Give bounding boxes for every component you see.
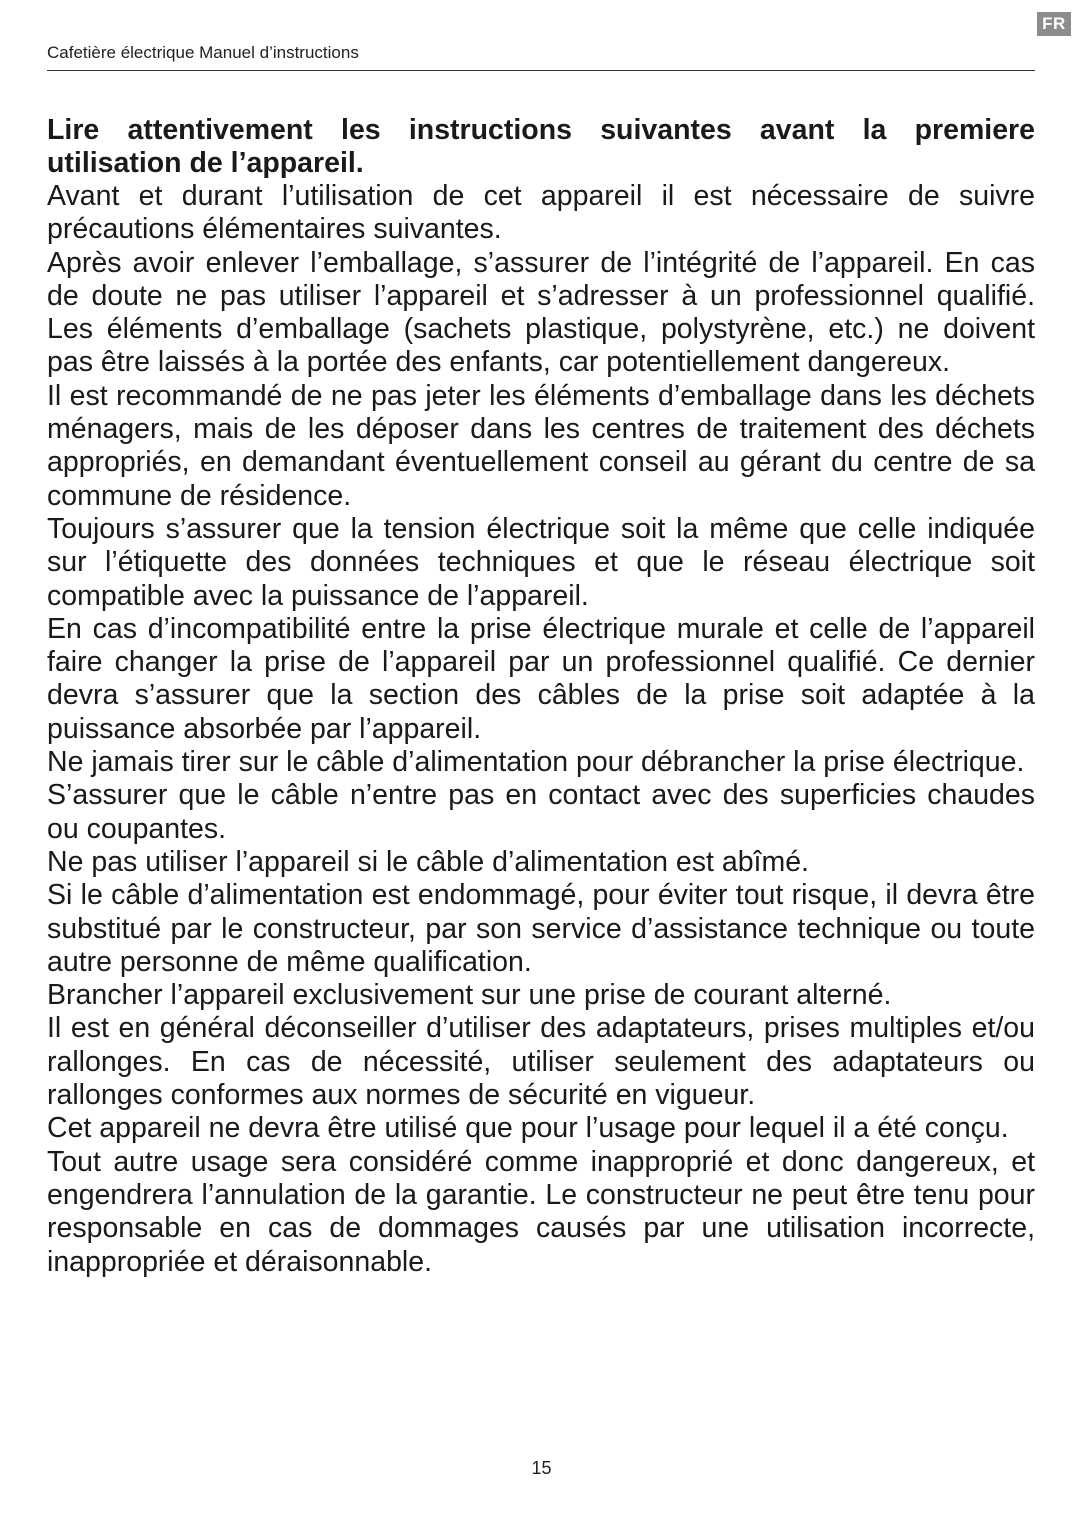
paragraph-11: Il est en général déconseiller d’utiliser des adaptateurs, prises multiples et/ou rallonges. En cas de nécessité, utiliser seulement des adaptateurs ou rallonges conformes aux normes de sécurité en vigueur. [47,1012,1035,1112]
paragraph-7: S’assurer que le câble n’entre pas en contact avec des superficies chaudes ou coupantes. [47,779,1035,845]
manual-title: Cafetière électrique Manuel d’instructions [47,43,359,62]
section-heading: Lire attentivement les instructions suivantes avant la premiere utilisation de l’appareil. [47,114,1035,179]
paragraph-10: Brancher l’appareil exclusivement sur une prise de courant alterné. [47,979,892,1012]
paragraph-13: Tout autre usage sera considéré comme inapproprié et donc dangereux, et engendrera l’annulation de la garantie. Le constructeur ne peut être tenu pour responsable en cas de dommages causés par une utilisation incorrecte, inappropriée et déraisonnable. [47,1145,1035,1278]
paragraph-2: Après avoir enlever l’emballage, s’assurer de l’intégrité de l’appareil. En cas de doute ne pas utiliser l’appareil et s’adresser à un professionnel qualifié. Les éléments d’emballage (sachets plastique, polystyrène, etc.) ne doivent pas être laissés à la portée des enfants, car potentiellement dangereux. [47,246,1035,379]
paragraph-6: Ne jamais tirer sur le câble d’alimentation pour débrancher la prise électrique. [47,746,1025,779]
paragraph-1: Avant et durant l’utilisation de cet appareil il est nécessaire de suivre précautions élémentaires suivantes. [47,180,1035,246]
instructions-body [47,114,1035,1279]
page-number: 15 [531,1458,552,1478]
paragraph-4: Toujours s’assurer que la tension électrique soit la même que celle indiquée sur l’étiquette des données techniques et que le réseau électrique soit compatible avec la puissance de l’appareil. [47,512,1035,612]
paragraph-8: Ne pas utiliser l’appareil si le câble d’alimentation est abîmé. [47,845,809,878]
paragraph-9: Si le câble d’alimentation est endommagé, pour éviter tout risque, il devra être substitué par le constructeur, par son service d’assistance technique ou toute autre personne de même qualification. [47,879,1035,978]
page-header [47,42,1035,71]
paragraph-12: Cet appareil ne devra être utilisé que pour l’usage pour lequel il a été conçu. [47,1112,1009,1145]
paragraph-3: Il est recommandé de ne pas jeter les éléments d’emballage dans les déchets ménagers, mais de les déposer dans les centres de traitement des déchets appropriés, en demandant éventuellement conseil au gérant du centre de sa commune de résidence. [47,379,1035,512]
language-badge: FR [1037,12,1071,36]
paragraph-5: En cas d’incompatibilité entre la prise électrique murale et celle de l’appareil faire changer la prise de l’appareil par un professionnel qualifié. Ce dernier devra s’assurer que la section des câbles de la prise soit adaptée à la puissance absorbée par l’appareil. [47,612,1035,745]
